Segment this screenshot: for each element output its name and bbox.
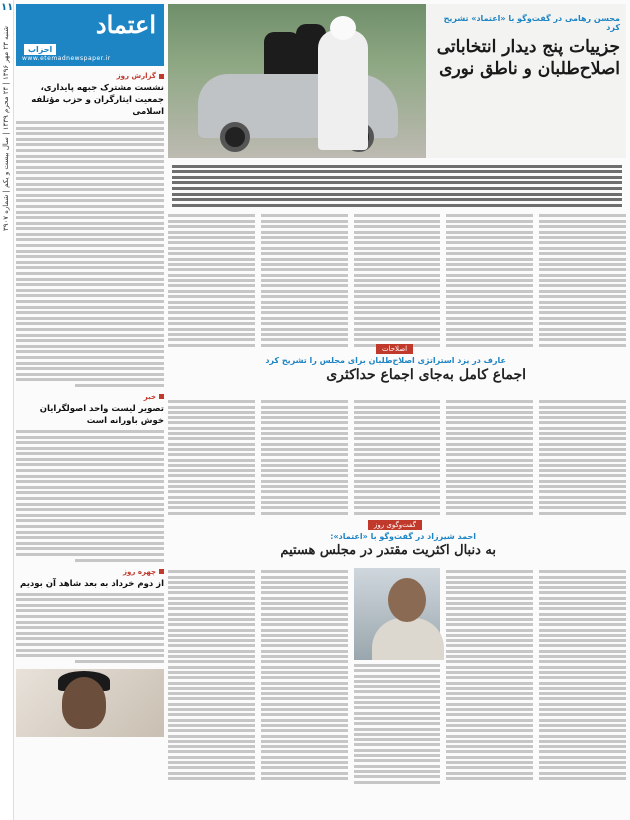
sidebar-headline: نشست مشترک جبهه پایداری، جمعیت ایثارگران و حزب مؤتلفه اسلامی [31, 83, 164, 117]
interviewee-photo [354, 568, 441, 660]
masthead [16, 4, 164, 66]
newspaper-logo: اعتماد [95, 10, 156, 39]
bullet-icon [159, 74, 164, 79]
sidebar-kicker: گزارش روز [16, 72, 164, 80]
bullet-icon [159, 394, 164, 399]
text-column [354, 212, 441, 342]
sidebar-body-text [16, 593, 164, 663]
sidebar-headline: تصویر لیست واحد اصولگرایان خوش باورانه است [39, 403, 164, 426]
issue-line: شنبه ۲۳ مهر ۱۳۹۶ | ۲۴ محرم ۱۴۳۹ | سال بیست و یکم | شماره ۳۹۰۷ [2, 26, 10, 232]
portrait-photo [16, 669, 164, 737]
page-meta-strip [0, 0, 14, 820]
sidebar-body-text [16, 430, 164, 562]
second-story [168, 356, 626, 516]
left-sidebar [16, 4, 164, 816]
second-kicker: عارف در یزد استراتژی اصلاح‌طلبان برای مجلس را تشریح کرد [265, 356, 506, 365]
sidebar-kicker: خبر [16, 393, 164, 401]
interview-headline: به دنبال اکثریت مقتدر در مجلس هستیم [280, 543, 496, 558]
lead-photo [168, 4, 426, 158]
lead-kicker: محسن رهامی در گفت‌وگو با «اعتماد» تشریح کرد [443, 14, 620, 32]
sidebar-headline: از دوم خرداد به بعد شاهد آن بودیم [20, 578, 164, 589]
interview-kicker: احمد شیرزاد در گفت‌وگو با «اعتماد»: [330, 532, 476, 541]
second-body-columns [168, 398, 626, 517]
section-label: احزاب [24, 44, 56, 55]
text-column [539, 212, 626, 342]
lead-lede [168, 162, 626, 209]
main-content [168, 4, 626, 816]
lead-headline-block [430, 4, 626, 80]
text-column [261, 212, 348, 342]
page-number: ۱۱ [1, 2, 14, 13]
interview-body-columns [168, 568, 626, 816]
text-column [168, 212, 255, 342]
section-divider: اصلاحات [376, 344, 413, 354]
section-divider: گفت‌وگوی روز [368, 520, 422, 530]
text-column [446, 212, 533, 342]
lead-headline: جزییات پنج دیدار انتخاباتی اصلاح‌طلبان و ناطق نوری [436, 37, 620, 79]
sidebar-article-2 [16, 393, 164, 562]
sidebar-article-3 [16, 568, 164, 737]
sidebar-kicker: چهره روز [16, 568, 164, 576]
site-url: www.etemadnewspaper.ir [22, 55, 111, 62]
lead-body-columns [168, 212, 626, 342]
lead-story [168, 4, 626, 158]
sidebar-body-text [16, 121, 164, 387]
sidebar-article-1 [16, 72, 164, 387]
second-headline: اجماع کامل به‌جای اجماع حداکثری [326, 367, 526, 383]
bullet-icon [159, 569, 164, 574]
interview-story [168, 532, 626, 816]
